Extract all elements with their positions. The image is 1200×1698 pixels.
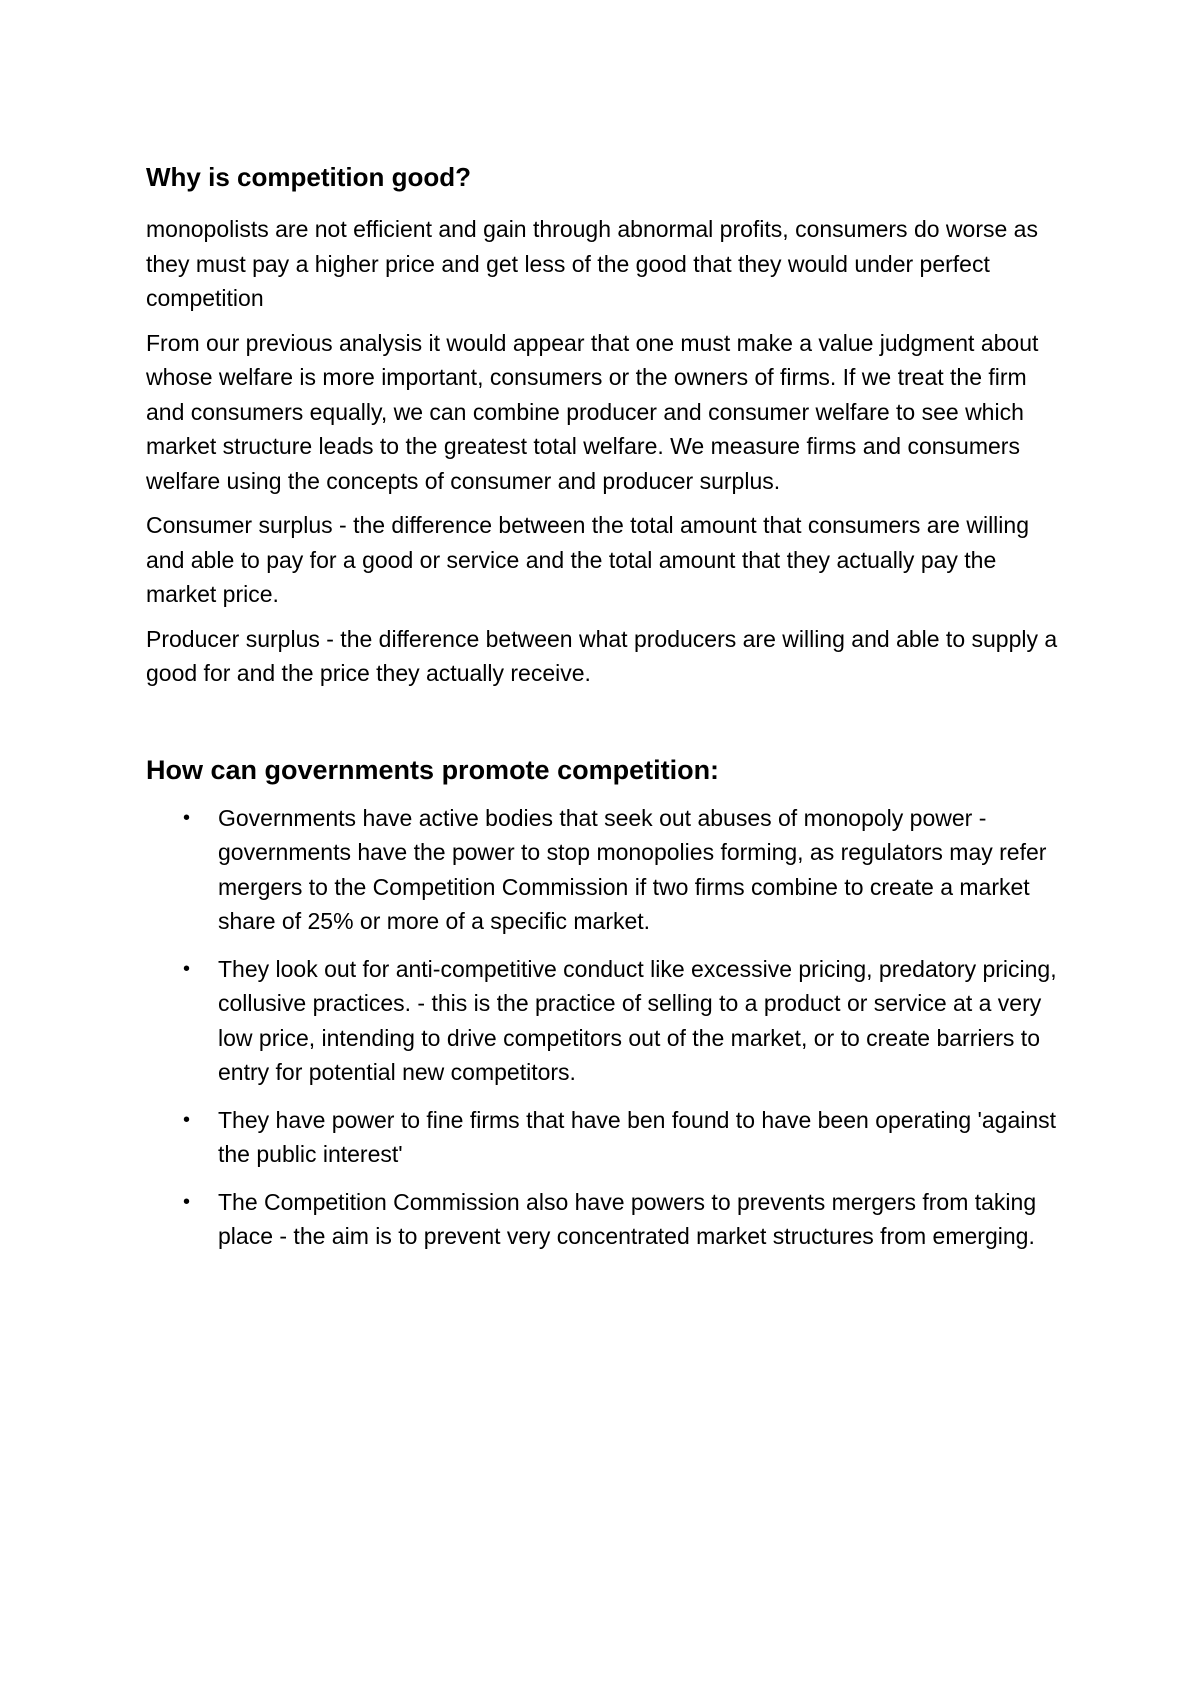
list-item bbox=[146, 1103, 1066, 1172]
bullet-list bbox=[146, 801, 1066, 1254]
section-heading-governments: How can governments promote competition: bbox=[146, 754, 720, 785]
list-item-text: Governments have active bodies that seek out abuses of monopoly power - governments have the power to stop monopolies forming, as regulators may refer mergers to the Competition Commission if two firms combine to create a market share of 25% or more of a specific market. bbox=[218, 804, 1047, 934]
bullet-icon: • bbox=[183, 806, 191, 829]
section-governments bbox=[146, 753, 1066, 1254]
list-item bbox=[146, 801, 1066, 939]
paragraph-monopolists: monopolists are not efficient and gain through abnormal profits, consumers do worse as they must pay a higher price and get less of the good that they would under perfect competition bbox=[146, 216, 1038, 311]
list-item bbox=[146, 952, 1066, 1090]
paragraph-previous-analysis: From our previous analysis it would appear that one must make a value judgment about whose welfare is more important, consumers or the owners of firms. If we treat the firm and consumers equally, we can combine producer and consumer welfare to see which market structure leads to the greatest total welfare. We measure firms and consumers welfare using the concepts of consumer and producer surplus. bbox=[146, 329, 1039, 494]
bullet-icon: • bbox=[183, 957, 191, 980]
paragraph-producer-surplus: Producer surplus - the difference between what producers are willing and able to supply a good for and the price they actually receive. bbox=[146, 625, 1058, 686]
list-item-text: They have power to fine firms that have ben found to have been operating 'against the public interest' bbox=[218, 1106, 1057, 1167]
bullet-icon: • bbox=[183, 1190, 191, 1213]
list-item bbox=[146, 1185, 1066, 1254]
list-item-text: The Competition Commission also have powers to prevents mergers from taking place - the aim is to prevent very concentrated market structures from emerging. bbox=[218, 1188, 1037, 1249]
list-item-text: They look out for anti-competitive conduct like excessive pricing, predatory pricing, collusive practices. - this is the practice of selling to a product or service at a very low price, intending to drive competitors out of the market, or to create barriers to entry for potential new competitors. bbox=[218, 955, 1057, 1085]
section-heading-why-competition: Why is competition good? bbox=[146, 162, 471, 192]
document-page bbox=[146, 160, 1066, 1267]
paragraph-consumer-surplus: Consumer surplus - the difference between the total amount that consumers are willing and able to pay for a good or service and the total amount that they actually pay the market price. bbox=[146, 512, 1029, 607]
bullet-icon: • bbox=[183, 1108, 191, 1131]
